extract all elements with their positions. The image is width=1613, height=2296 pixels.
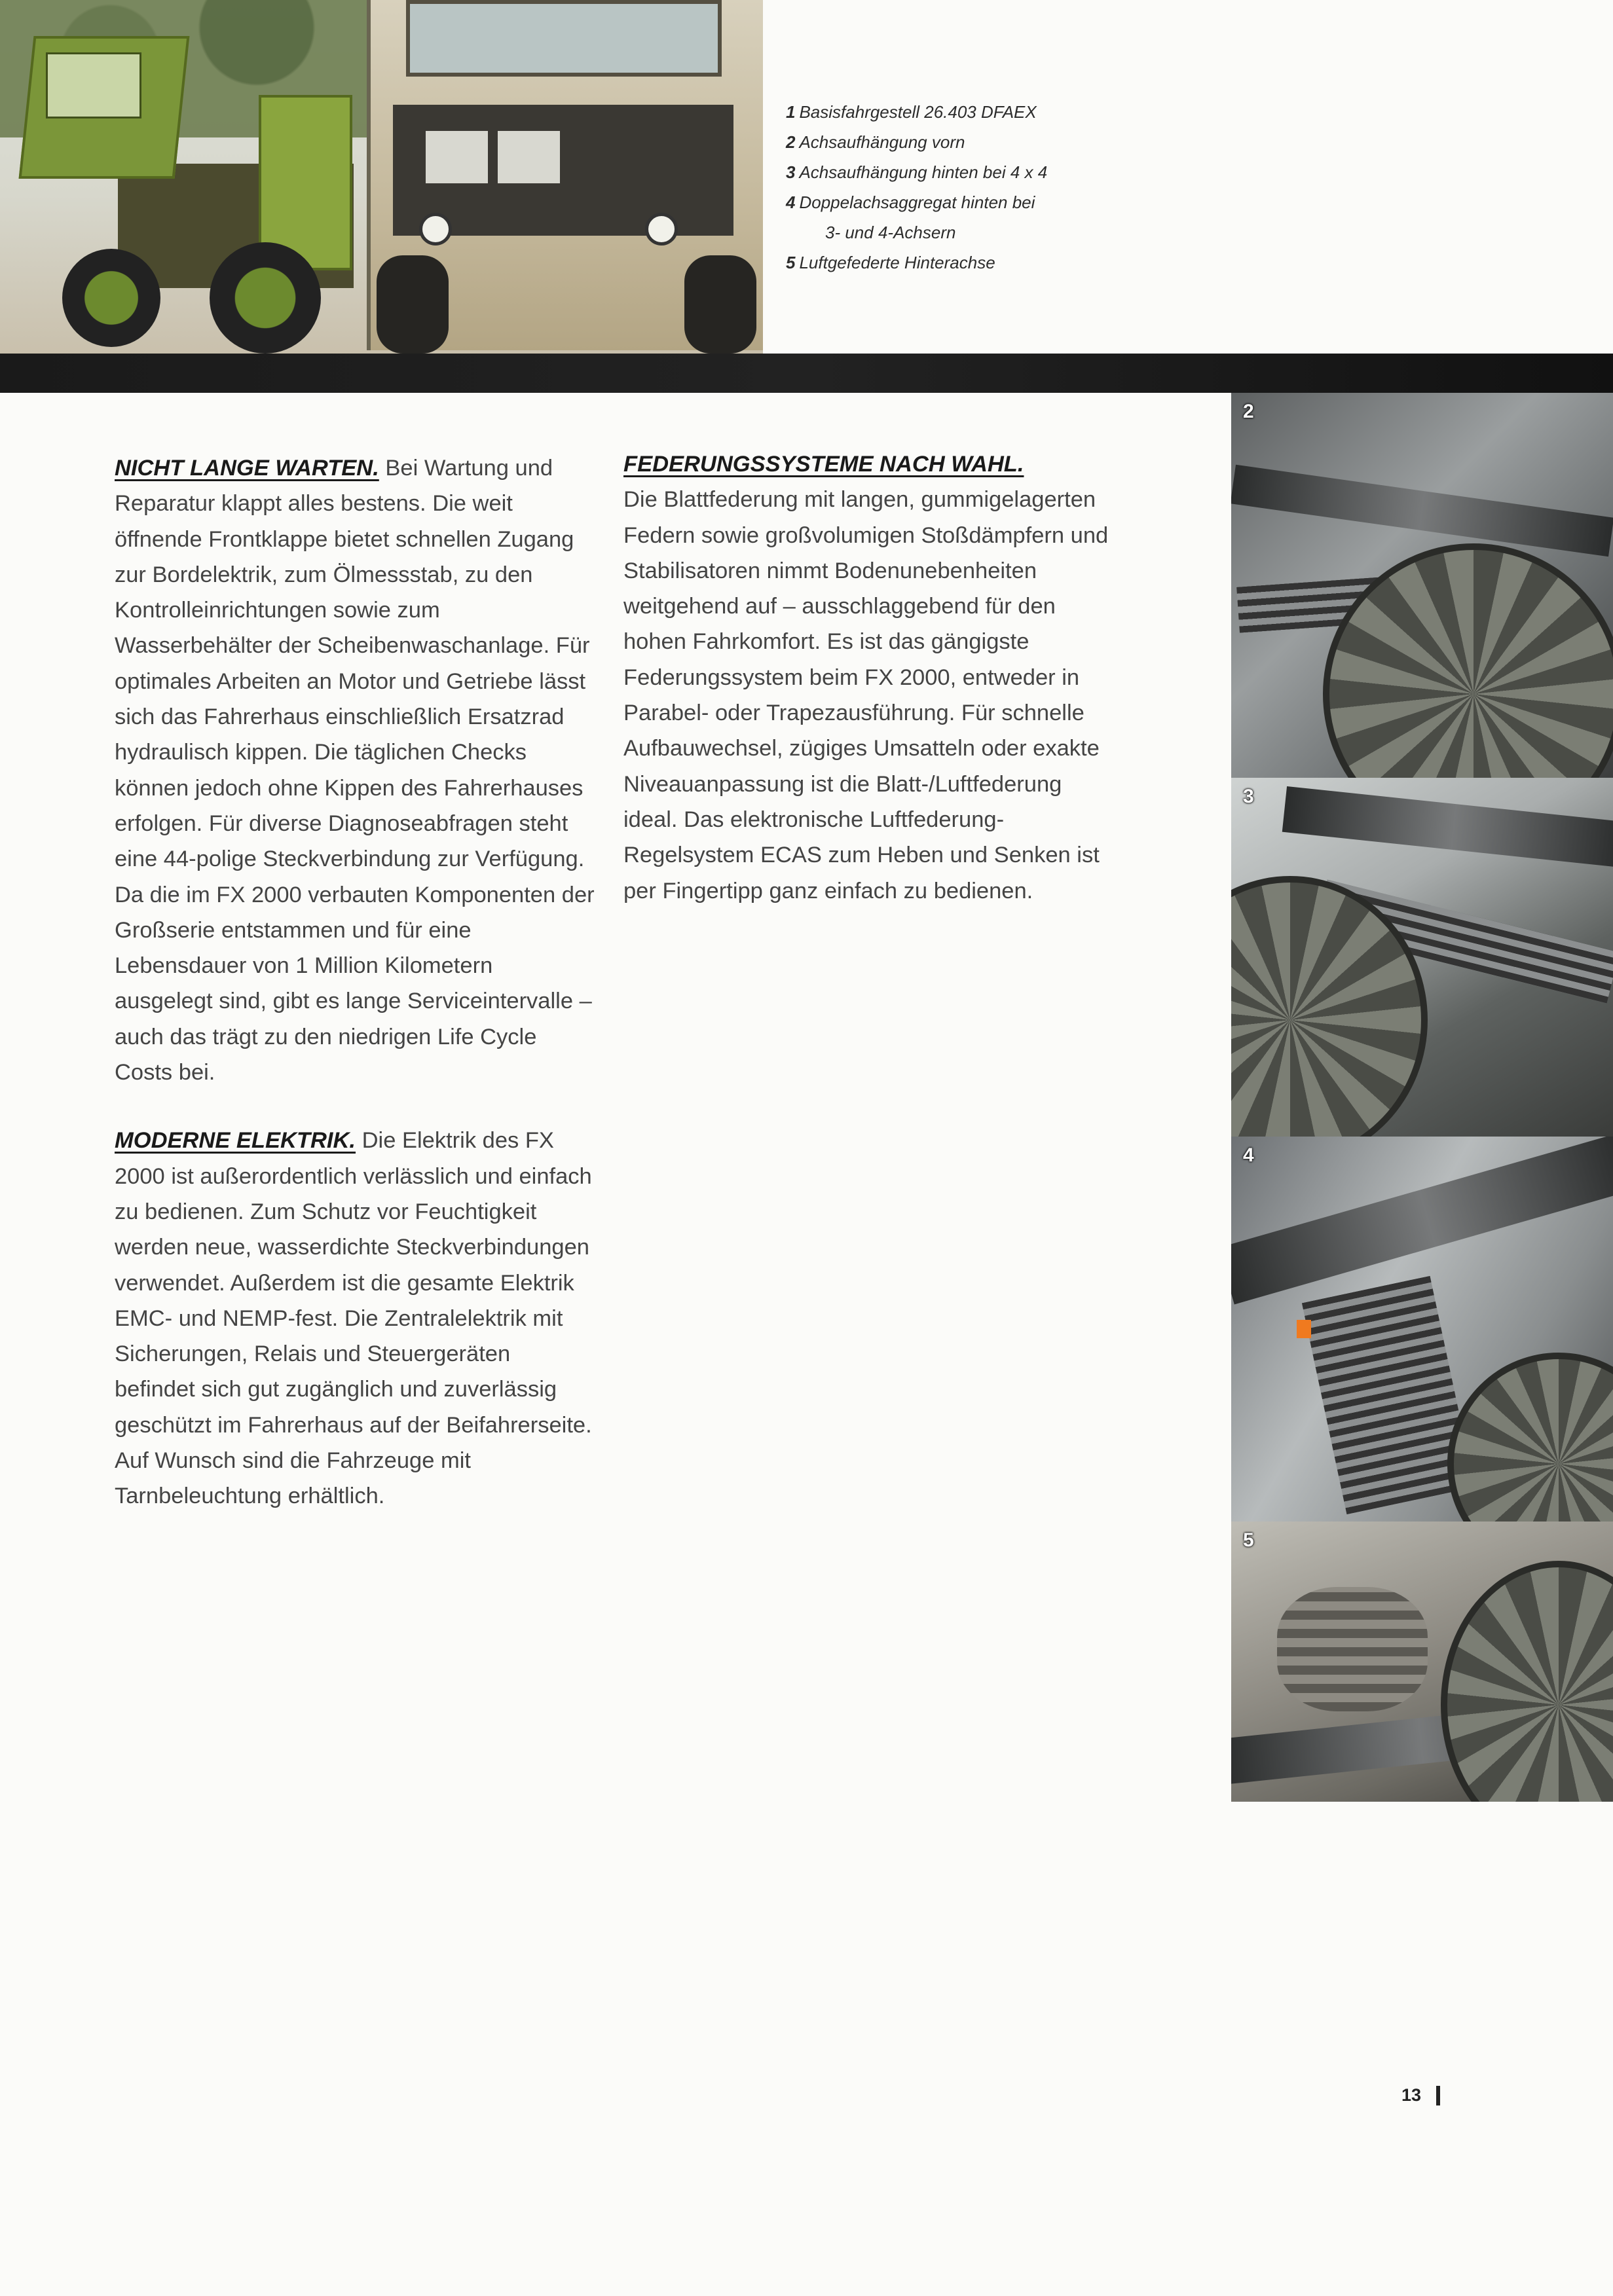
section-body: Bei Wartung und Reparatur klappt alles bestens. Die weit öffnende Frontklappe bietet schnellen Zugang zur Bordelektrik, zum Ölmessstab, zu den Kontrolleinrichtungen sowie zum Wasserbehälter der Scheibenwaschanlage. Für optimales Arbeiten an Motor und Getriebe lässt sich das Fahrerhaus einschließlich Ersatzrad hydraulisch kippen. Die täglichen Checks können jedoch ohne Kippen des Fahrerhauses erfolgen. Für diverse Diagnoseabfragen steht eine 44-polige Steckverbindung zur Verfügung. Da die im FX 2000 verbauten Komponenten der Großserie entstammen und für eine Lebensdauer von 1 Million Kilometern ausgelegt sind, gibt es lange Serviceintervalle – auch das trägt zu den niedrigen Life Cycle Costs bei. [115,456,595,1085]
right-text-column [623,446,1121,941]
caption-item-1: 1 Basisfahrgestell 26.403 DFAEX [786,102,1037,122]
section-body: Die Blattfederung mit langen, gummigelagerten Federn sowie großvolumigen Stoßdämpfern und Stabilisatoren nimmt Bodenunebenheiten weitgehend auf – ausschlaggebend für den hohen Fahrkomfort. Es ist das gängigste Federungssystem beim FX 2000, entweder in Parabel- oder Trapezausführung. Für schnelle Aufbauwechsel, zügiges Umsatteln oder exakte Niveauanpassung ist die Blatt-/Luftfederung ideal. Das elektronische Luftfederung-Regelsystem ECAS zum Heben und Senken ist per Fingertipp ganz einfach zu bedienen. [623,487,1109,903]
photo-number: 2 [1243,401,1254,422]
page-number-bar [1436,2086,1440,2105]
caption-item-2: 2 Achsaufhängung vorn [786,132,965,152]
section-heading: FEDERUNGSSYSTEME NACH WAHL. [623,452,1024,477]
left-text-column [115,450,596,1547]
section-body: Die Elektrik des FX 2000 ist außerordentlich verlässlich und einfach zu bedienen. Zum Schutz vor Feuchtigkeit werden neue, wasserdichte Steckverbindungen verwendet. Außerdem ist die gesamte Elektrik EMC- und NEMP-fest. Die Zentralelektrik mit Sicherungen, Relais und Steuergeräten befindet sich gut zugänglich und zuverlässig geschützt im Fahrerhaus auf der Beifahrerseite. Auf Wunsch sind die Fahrzeuge mit Tarnbeleuchtung erhältlich. [115,1128,592,1509]
photo-number: 5 [1243,1529,1254,1551]
section-wartung [115,450,596,1090]
photo-caption-list [786,97,1153,278]
page-number: 13 [1401,2085,1422,2105]
photo-number: 3 [1243,786,1254,807]
photo-front-axle-suspension [1231,393,1613,778]
photo-air-suspension-rear-axle [1231,1522,1613,1802]
caption-item-4-continued: 3- und 4-Achsern [825,223,956,242]
caption-item-5: 5 Luftgefederte Hinterachse [786,253,995,272]
section-heading: NICHT LANGE WARTEN. [115,456,379,481]
dark-divider-band [0,354,1613,393]
section-elektrik [115,1123,596,1514]
photo-number: 4 [1243,1144,1254,1166]
photo-tandem-axle [1231,1137,1613,1522]
top-photo-trucks [0,0,763,355]
caption-item-4: 4 Doppelachsaggregat hinten bei [786,192,1035,212]
section-federung [623,446,1121,909]
photo-rear-axle-4x4 [1231,778,1613,1137]
caption-item-3: 3 Achsaufhängung hinten bei 4 x 4 [786,162,1048,182]
section-heading: MODERNE ELEKTRIK. [115,1128,356,1154]
